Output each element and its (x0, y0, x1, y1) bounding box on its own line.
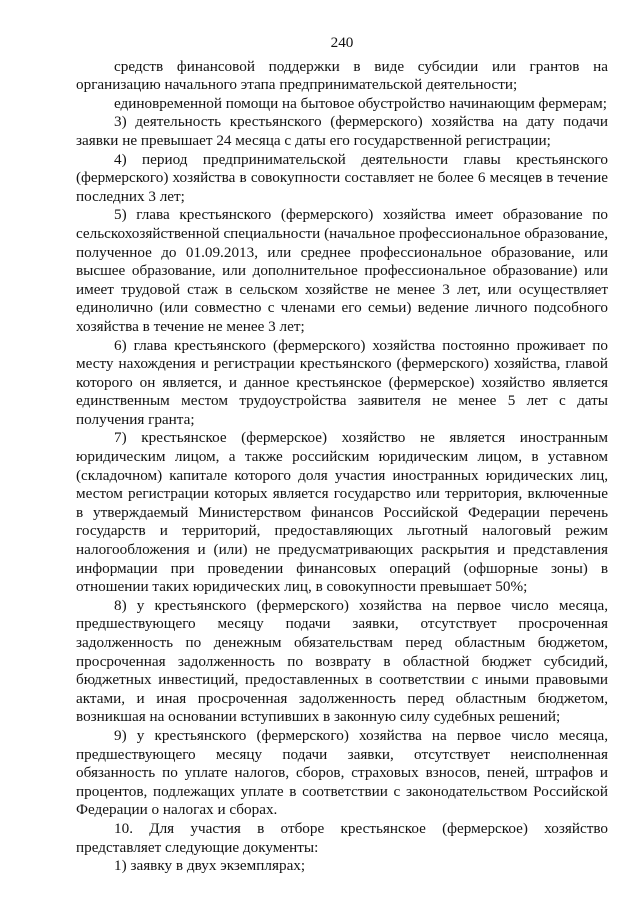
paragraph-one-time-assistance: единовременной помощи на бытовое обустройство начинающим фермерам; (114, 94, 607, 112)
paragraph-item-4: 4) период предпринимательской деятельности главы крестьянского (фермерского) хозяйства в совокупности составляет не более 6 месяцев в течение последних 3 лет; (76, 150, 608, 205)
paragraph-item-3: 3) деятельность крестьянского (фермерского) хозяйства на дату подачи заявки не превышает 24 месяца с даты его государственной регистрации; (76, 113, 608, 149)
paragraph-item-8: 8) у крестьянского (фермерского) хозяйства на первое число месяца, предшествующего месяцу подачи заявки, отсутствует просроченная задолженность по денежным обязательствам перед областным бюджетом, просроченная задолженность по возврату в областной бюджет субсидий, бюджетных инвестиций, предоставленных в соответствии с иными правовыми актами, и иная просроченная задолженность перед областным бюджетом, возникшая на основании вступивших в законную силу судебных решений; (76, 596, 608, 726)
paragraph-item-7: 7) крестьянское (фермерское) хозяйство не является иностранным юридическим лицом, а также российским юридическим лицом, в уставном (складочном) капитале которого доля участия иностранных юридических лиц, местом регистрации которых является государство или территория, включенные в утверждаемый Министерством финансов Российской Федерации перечень государств и территорий, предоставляющих льготный налоговый режим налогообложения и (или) не предусматривающих раскрытия и представления информации при проведении финансовых операций (офшорные зоны) в отношении таких юридических лиц, в совокупности превышает 50%; (76, 429, 608, 596)
paragraph-item-9: 9) у крестьянского (фермерского) хозяйства на первое число месяца, предшествующего месяцу подачи заявки, отсутствует неисполненная обязанность по уплате налогов, сборов, страховых взносов, пеней, штрафов и процентов, подлежащих уплате в соответствии с законодательством Российской Федерации о налогах и сборах. (76, 726, 608, 819)
paragraph-section-10: 10. Для участия в отборе крестьянское (фермерское) хозяйство представляет следующие документы: (76, 819, 608, 856)
paragraph-item-6: 6) глава крестьянского (фермерского) хозяйства постоянно проживает по месту нахождения и регистрации крестьянского (фермерского) хозяйства, главой которого он является, и данное крестьянское (фермерское) хозяйство является единственным местом трудоустройства заявителя не менее 5 лет с даты получения гранта; (76, 336, 608, 428)
paragraph-section-10-item-1: 1) заявку в двух экземплярах; (114, 857, 306, 875)
paragraph-item-5: 5) глава крестьянского (фермерского) хозяйства имеет образование по сельскохозяйственной специальности (начальное профессиональное образование, полученное до 01.09.2013, или среднее профессиональное образование, или высшее образование, или дополнительное профессиональное образование) или имеет трудовой стаж в сельском хозяйстве не менее 3 лет, или осуществляет единолично (или совместно с членами его семьи) ведение личного подсобного хозяйства в течение не менее 3 лет; (76, 206, 608, 335)
page-number: 240 (330, 34, 354, 51)
document-page (76, 34, 608, 876)
paragraph-financial-support: средств финансовой поддержки в виде субсидии или грантов на организацию начального этапа предпринимательской деятельности; (76, 57, 608, 94)
